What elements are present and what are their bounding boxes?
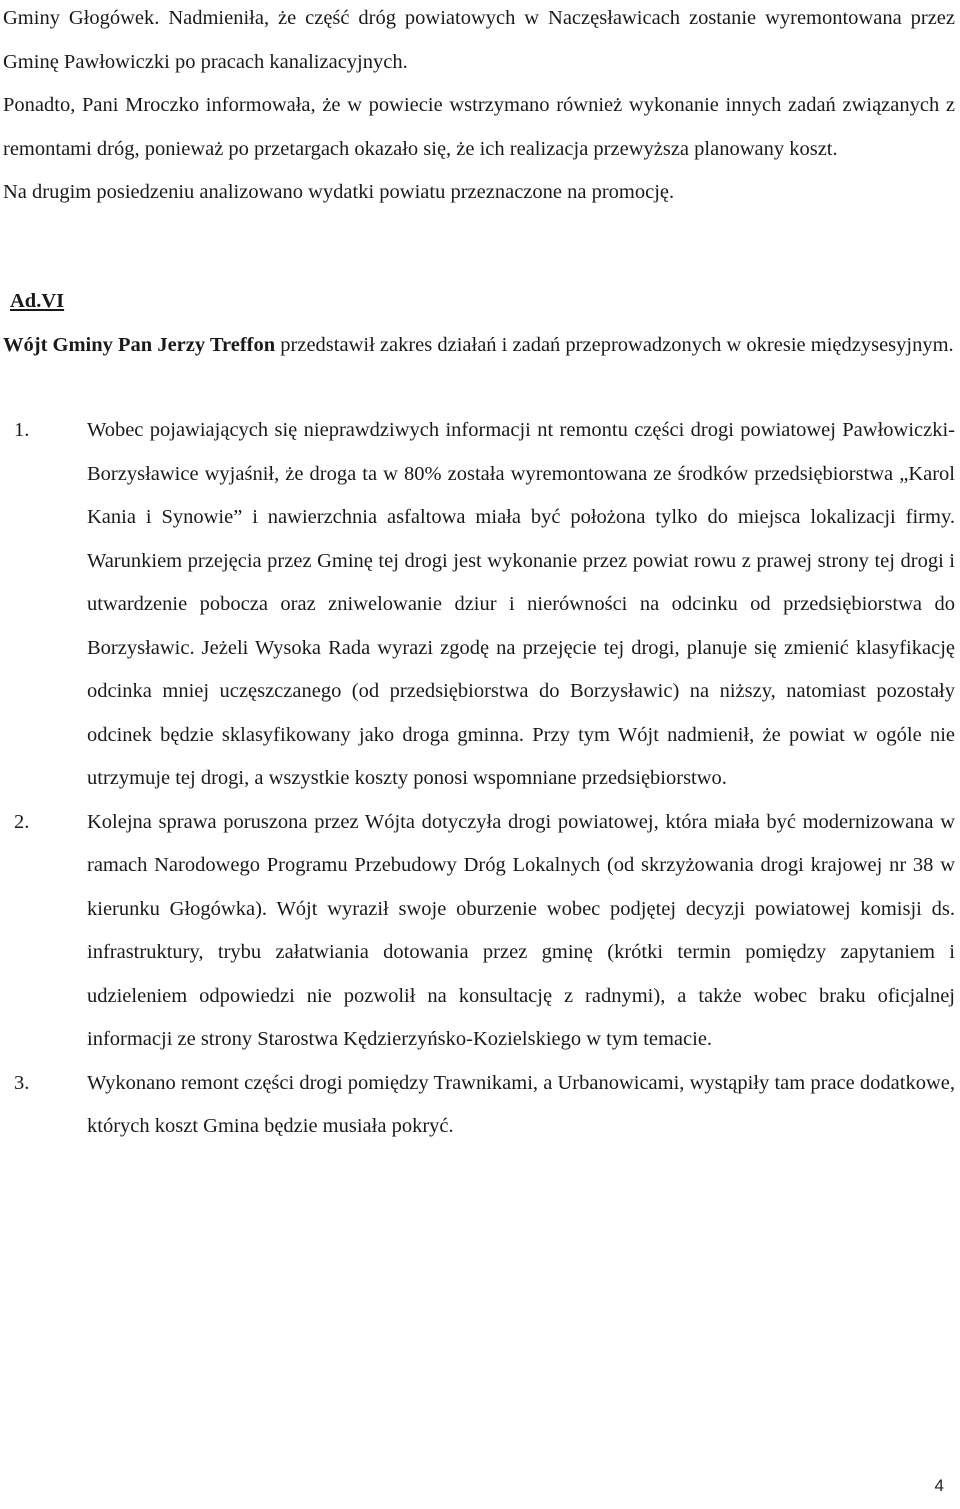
list-item — [0, 1062, 960, 1149]
page-number: 4 — [934, 1476, 944, 1495]
top-text-block — [3, 0, 955, 215]
paragraph-mroczko: Ponadto, Pani Mroczko informowała, że w powiecie wstrzymano również wykonanie innych zadań związanych z remontami dróg, ponieważ po przetargach okazało się, że ich realizacja przewyższa planowany koszt. — [3, 94, 955, 160]
list-item-number: 2. — [14, 810, 30, 833]
list-item — [0, 409, 960, 801]
list-item-text: Wobec pojawiających się nieprawdziwych informacji nt remontu części drogi powiatowej Pawłowiczki-Borzysławice wyjaśnił, że droga ta w 80% została wyremontowana ze środków przedsiębiorstwa „Karol Kania i Synowie” i nawierzchnia asfaltowa miała być położona tylko do miejsca lokalizacji firmy. Warunkiem przejęcia przez Gminę tej drogi jest wykonanie przez powiat rowu z prawej strony tej drogi i utwardzenie pobocza oraz zniwelowanie dziur i nierówności na odcinku od przedsiębiorstwa do Borzysławic. Jeżeli Wysoka Rada wyrazi zgodę na przejęcie tej drogi, planuje się zmienić klasyfikację odcinka mniej uczęszczanego (od przedsiębiorstwa do Borzysławic) na niższy, natomiast pozostały odcinek będzie sklasyfikowany jako droga gminna. Przy tym Wójt nadmienił, że powiat w ogóle nie utrzymuje tej drogi, a wszystkie koszty ponosi wspomniane przedsiębiorstwo. — [87, 419, 955, 789]
section-heading: Ad.VI — [10, 290, 65, 312]
list-item-number: 3. — [14, 1071, 30, 1094]
numbered-list — [0, 409, 960, 1149]
list-item-text: Wykonano remont części drogi pomiędzy Trawnikami, a Urbanowicami, wystąpiły tam prace dodatkowe, których koszt Gmina będzie musiała pokryć. — [87, 1071, 955, 1137]
list-item-number: 1. — [14, 419, 30, 441]
intro-rest: przedstawił zakres działań i zadań przeprowadzonych w okresie międzysesyjnym. — [275, 334, 954, 356]
list-item-text: Kolejna sprawa poruszona przez Wójta dotyczyła drogi powiatowej, która miała być modernizowana w ramach Narodowego Programu Przebudowy Dróg Lokalnych (od skrzyżowania drogi krajowej nr 38 w kierunku Głogówka). Wójt wyraził swoje oburzenie wobec podjętej decyzji powiatowej komisji ds. infrastruktury, trybu załatwiania dotowania przez gminę (krótki termin pomiędzy zapytaniem i udzieleniem odpowiedzi nie pozwolił na konsultację z radnymi), a także wobec braku oficjalnej informacji ze strony Starostwa Kędzierzyńsko-Kozielskiego w tym temacie. — [87, 810, 955, 1050]
section-intro — [3, 324, 955, 368]
list-item — [0, 801, 960, 1062]
intro-speaker: Wójt Gminy Pan Jerzy Treffon — [3, 334, 276, 356]
paragraph-glogowek: Gminy Głogówek. Nadmieniła, że część dróg powiatowych w Naczęsławicach zostanie wyremontowana przez Gminę Pawłowiczki po pracach kanalizacyjnych. — [3, 7, 955, 73]
paragraph-promotion: Na drugim posiedzeniu analizowano wydatki powiatu przeznaczone na promocję. — [3, 181, 675, 203]
